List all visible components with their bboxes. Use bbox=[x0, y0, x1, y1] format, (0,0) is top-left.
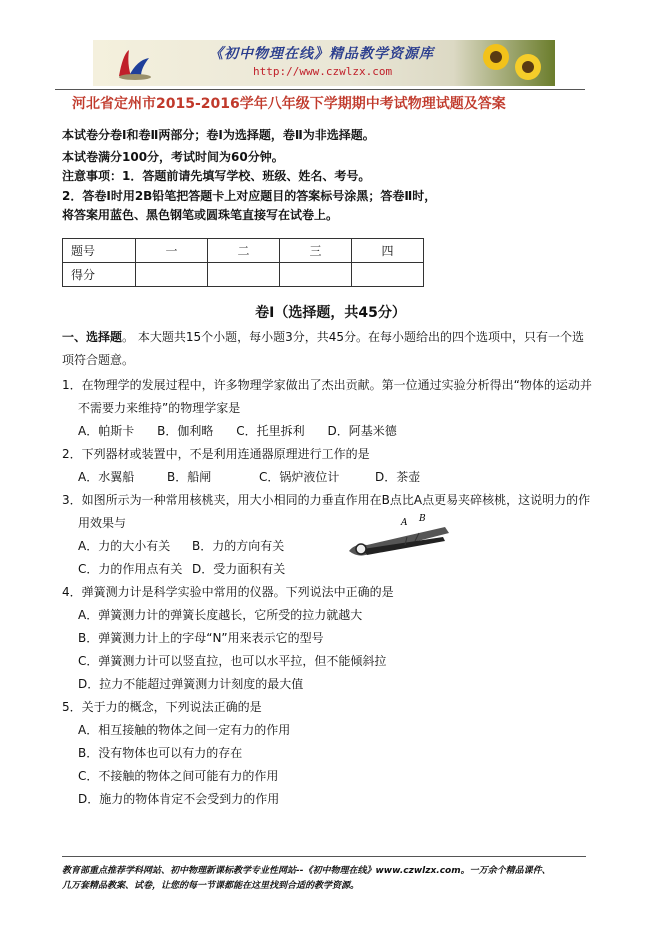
score-table bbox=[62, 238, 424, 287]
table-header-cell: 四 bbox=[352, 239, 424, 263]
intro-line: 将答案用蓝色、黑色钢笔或圆珠笔直接写在试卷上。 bbox=[62, 208, 339, 222]
option-c: C．力的作用点有关 bbox=[78, 562, 183, 576]
option-c: C．弹簧测力计可以竖直拉，也可以水平拉，但不能倾斜拉 bbox=[78, 654, 387, 668]
option-c: C．锅炉液位计 bbox=[259, 470, 340, 484]
sunflower-icon bbox=[513, 52, 543, 82]
option-a: A．弹簧测力计的弹簧长度越长，它所受的拉力就越大 bbox=[78, 608, 363, 622]
option-d: D．拉力不能超过弹簧测力计刻度的最大值 bbox=[78, 677, 304, 691]
score-cell[interactable] bbox=[352, 263, 424, 287]
figure-label-b: B bbox=[419, 514, 426, 524]
option-d: D．茶壶 bbox=[375, 470, 421, 484]
sunflower-icon bbox=[481, 42, 511, 72]
part-intro bbox=[62, 328, 584, 345]
intro-line: 2．答卷Ⅰ时用2B铅笔把答题卡上对应题目的答案标号涂黑；答卷Ⅱ时， bbox=[62, 189, 437, 203]
question-stem: 不需要力来维持”的物理学家是 bbox=[78, 401, 241, 415]
option-b: B．力的方向有关 bbox=[192, 539, 285, 553]
question-stem: 5．关于力的概念，下列说法正确的是 bbox=[62, 700, 262, 714]
question-options: A．帕斯卡 B．伽利略 C．托里拆利 D．阿基米德 bbox=[78, 424, 397, 438]
option-a: A．相互接触的物体之间一定有力的作用 bbox=[78, 723, 291, 737]
intro-line: 本试卷满分100分，考试时间为60分钟。 bbox=[62, 150, 284, 164]
option-d: D．受力面积有关 bbox=[192, 562, 286, 576]
table-header-cell: 题号 bbox=[63, 239, 136, 263]
table-row bbox=[63, 263, 424, 287]
footer-line: 教育部重点推荐学科网站、初中物理新课标教学专业性网站--《初中物理在线》www.czwlzx.com。一万余个精品课件、 bbox=[62, 866, 551, 876]
intro-line: 本试卷分卷Ⅰ和卷Ⅱ两部分；卷Ⅰ为选择题，卷Ⅱ为非选择题。 bbox=[62, 128, 375, 142]
option-a: A．力的大小有关 bbox=[78, 539, 171, 553]
figure-label-a: A bbox=[401, 518, 408, 528]
nutcracker-figure bbox=[345, 507, 457, 563]
header-banner bbox=[93, 40, 555, 86]
table-header-cell: 三 bbox=[280, 239, 352, 263]
option-b: B．船闸 bbox=[167, 470, 212, 484]
footer-line: 几万套精品教案、试卷，让您的每一节课都能在这里找到合适的教学资源。 bbox=[62, 881, 360, 891]
document-title: 河北省定州市2015-2016学年八年级下学期期中考试物理试题及答案 bbox=[72, 96, 506, 112]
footer-divider bbox=[62, 856, 586, 857]
option-a: A．水翼船 bbox=[78, 470, 135, 484]
table-header-cell: 一 bbox=[136, 239, 208, 263]
option-b: B．没有物体也可以有力的存在 bbox=[78, 746, 243, 760]
question-stem: 1．在物理学的发展过程中，许多物理学家做出了杰出贡献。第一位通过实验分析得出“物体的运动并 bbox=[62, 378, 592, 392]
question-stem: 用效果与 bbox=[78, 516, 127, 530]
question-stem: 3．如图所示为一种常用核桃夹，用大小相同的力垂直作用在B点比A点更易夹碎核桃，这说明力的作 bbox=[62, 493, 591, 507]
score-cell[interactable] bbox=[280, 263, 352, 287]
option-b: B．弹簧测力计上的字母“N”用来表示它的型号 bbox=[78, 631, 324, 645]
table-cell: 得分 bbox=[63, 263, 136, 287]
header-divider bbox=[55, 89, 585, 90]
question-stem: 4．弹簧测力计是科学实验中常用的仪器。下列说法中正确的是 bbox=[62, 585, 394, 599]
banner-title: 《初中物理在线》精品教学资源库 bbox=[209, 46, 434, 62]
option-d: D．施力的物体肯定不会受到力的作用 bbox=[78, 792, 280, 806]
option-c: C．不接触的物体之间可能有力的作用 bbox=[78, 769, 279, 783]
score-cell[interactable] bbox=[136, 263, 208, 287]
section-title: 卷Ⅰ（选择题，共45分） bbox=[255, 305, 406, 321]
site-logo-icon bbox=[115, 46, 155, 82]
question-stem: 2．下列器材或装置中，不是利用连通器原理进行工作的是 bbox=[62, 447, 370, 461]
banner-url[interactable]: http://www.czwlzx.com bbox=[253, 65, 393, 78]
score-cell[interactable] bbox=[208, 263, 280, 287]
part-label: 一、选择题 bbox=[62, 330, 123, 344]
table-header-cell: 二 bbox=[208, 239, 280, 263]
table-row bbox=[63, 239, 424, 263]
part-intro-cont: 项符合题意。 bbox=[62, 353, 135, 367]
part-text: 。 本大题共15个小题，每小题3分，共45分。在每小题给出的四个选项中，只有一个选 bbox=[122, 330, 585, 344]
intro-line: 注意事项：1．答题前请先填写学校、班级、姓名、考号。 bbox=[62, 169, 371, 183]
